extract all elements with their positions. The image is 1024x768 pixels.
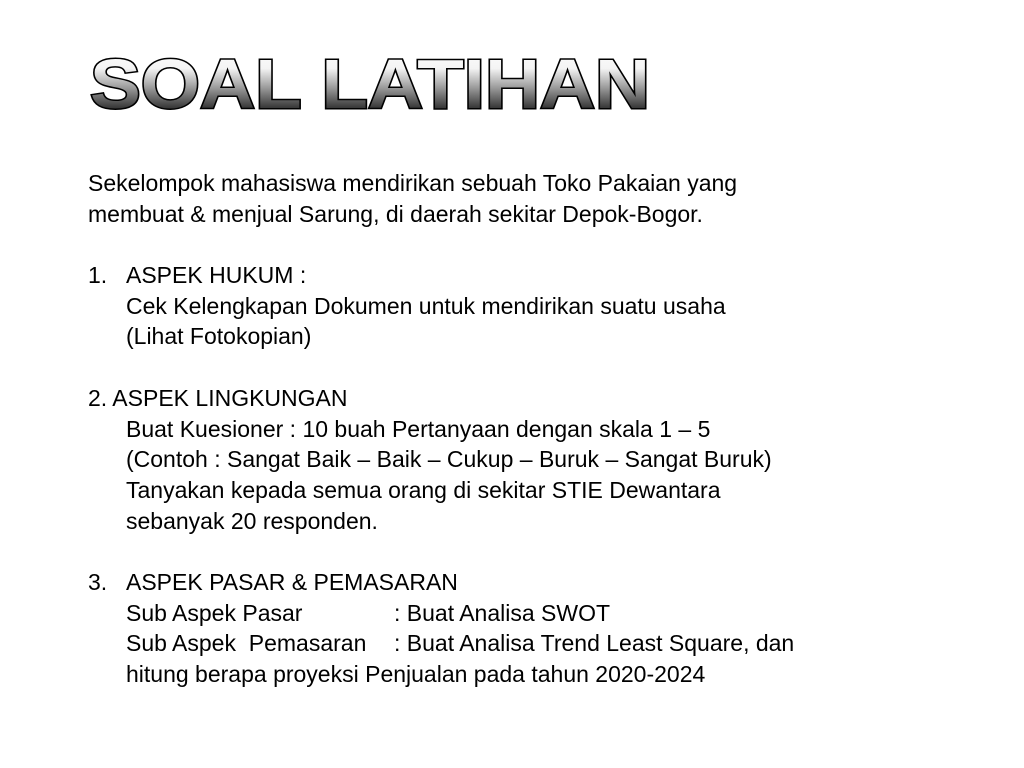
intro-line-2: membuat & menjual Sarung, di daerah sekitar Depok-Bogor. <box>88 200 703 227</box>
slide-title: SOAL LATIHAN <box>90 45 650 123</box>
section-3-heading: ASPEK PASAR & PEMASARAN <box>126 568 458 595</box>
section-3-sub-1-value: : Buat Analisa SWOT <box>394 599 611 626</box>
section-1-line-2: (Lihat Fotokopian) <box>126 323 312 350</box>
section-2 <box>88 383 988 536</box>
section-3-continuation: hitung berapa proyeksi Penjualan pada tahun 2020-2024 <box>126 661 706 687</box>
section-2-line-2: (Contoh : Sangat Baik – Baik – Cukup – Buruk – Sangat Buruk) <box>126 446 772 473</box>
slide-title-graphic <box>80 30 680 130</box>
section-3 <box>88 567 988 598</box>
section-3-sub-2 <box>88 628 988 659</box>
section-1-number: 1. <box>88 262 108 289</box>
section-3-sub-1-label: Sub Aspek Pasar <box>126 599 303 626</box>
section-1-heading: ASPEK HUKUM : <box>126 262 307 289</box>
section-2-heading: 2. ASPEK LINGKUNGAN <box>88 384 348 411</box>
section-3-sub-1 <box>88 598 988 629</box>
section-3-number: 3. <box>88 568 108 595</box>
intro-line-1: Sekelompok mahasiswa mendirikan sebuah Toko Pakaian yang <box>88 170 738 196</box>
slide-body <box>88 168 988 690</box>
section-3-sub-2-value: : Buat Analisa Trend Least Square, dan <box>394 630 795 657</box>
section-1-line-1: Cek Kelengkapan Dokumen untuk mendirikan suatu usaha <box>126 292 726 319</box>
section-2-line-3: Tanyakan kepada semua orang di sekitar STIE Dewantara <box>126 476 721 503</box>
section-2-line-4: sebanyak 20 responden. <box>126 507 378 534</box>
section-3-sub-2-label: Sub Aspek Pemasaran <box>126 630 367 657</box>
section-2-line-1: Buat Kuesioner : 10 buah Pertanyaan dengan skala 1 – 5 <box>126 415 711 442</box>
section-1 <box>88 260 988 352</box>
